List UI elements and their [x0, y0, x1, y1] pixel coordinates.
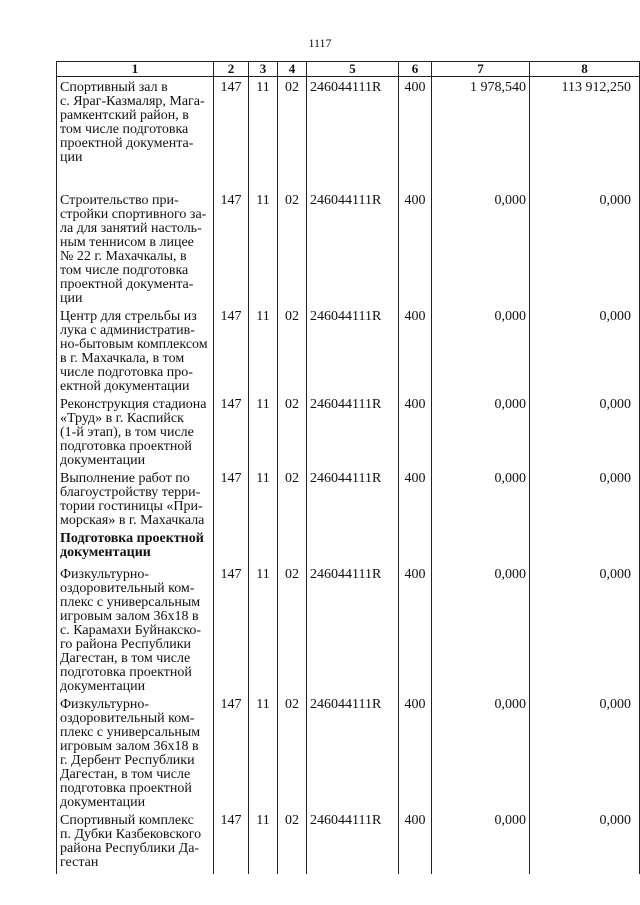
target-article-code: 246044111R	[307, 77, 399, 190]
subsection-code: 11	[249, 468, 278, 528]
section-heading-cell	[57, 528, 214, 564]
object-name-line: ла для занятий настоль-	[60, 220, 202, 236]
amount-column-7: 0,000	[432, 694, 530, 810]
object-name-line: Спортивный комплекс	[60, 812, 194, 828]
target-article-code: 246044111R	[307, 810, 399, 874]
subitem-code: 02	[278, 77, 307, 190]
col-header-7: 7	[432, 62, 530, 77]
section-code: 147	[214, 468, 249, 528]
expense-type-code	[399, 528, 432, 564]
object-name-line: с. Карамахи Буйнакско-	[60, 622, 202, 638]
object-name-line: документации	[60, 794, 146, 810]
col-header-5: 5	[307, 62, 399, 77]
section-code: 147	[214, 564, 249, 694]
table-row	[57, 694, 640, 810]
target-article-code: 246044111R	[307, 306, 399, 394]
object-name-line: района Республики Да-	[60, 840, 200, 856]
section-code: 147	[214, 394, 249, 468]
object-name-line: Физкультурно-	[60, 696, 149, 712]
table-row	[57, 528, 640, 564]
object-name-cell	[57, 564, 214, 694]
subitem-code: 02	[278, 564, 307, 694]
expense-type-code: 400	[399, 564, 432, 694]
object-name-cell	[57, 190, 214, 306]
object-name-line: Подготовка проектной	[60, 530, 204, 546]
section-code	[214, 528, 249, 564]
section-code: 147	[214, 77, 249, 190]
amount-column-7	[432, 528, 530, 564]
subsection-code: 11	[249, 564, 278, 694]
object-name-line: документации	[60, 452, 146, 468]
object-name-line: подготовка проектной	[60, 664, 192, 680]
object-name-line: плекс с универсальным	[60, 724, 201, 740]
subsection-code: 11	[249, 190, 278, 306]
subitem-code: 02	[278, 394, 307, 468]
object-name-line: ции	[60, 150, 83, 165]
expense-type-code: 400	[399, 810, 432, 874]
object-name-line: стройки спортивного за-	[60, 206, 207, 222]
amount-column-7: 0,000	[432, 564, 530, 694]
object-name-line: Строительство при-	[60, 192, 179, 208]
target-article-code: 246044111R	[307, 394, 399, 468]
object-name-cell	[57, 694, 214, 810]
amount-column-7: 0,000	[432, 810, 530, 874]
object-name-line: проектной документа-	[60, 276, 194, 292]
object-name-line: но-бытовым комплексом	[60, 336, 208, 352]
object-name-cell	[57, 468, 214, 528]
table-row	[57, 564, 640, 694]
object-name-line: го района Республики	[60, 636, 192, 652]
col-header-8: 8	[530, 62, 640, 77]
object-name-line: в г. Махачкала, в том	[60, 350, 185, 366]
object-name-line: подготовка проектной	[60, 780, 192, 796]
col-header-2: 2	[214, 62, 249, 77]
object-name-line: том числе подготовка	[60, 122, 189, 137]
column-number-header-row	[57, 62, 640, 77]
target-article-code: 246044111R	[307, 468, 399, 528]
amount-column-8: 0,000	[530, 306, 640, 394]
object-name-line: документации	[60, 678, 146, 694]
subitem-code: 02	[278, 190, 307, 306]
table-row	[57, 190, 640, 306]
col-header-4: 4	[278, 62, 307, 77]
subitem-code	[278, 528, 307, 564]
subitem-code: 02	[278, 306, 307, 394]
amount-column-8: 0,000	[530, 468, 640, 528]
object-name-line: п. Дубки Казбековского	[60, 826, 202, 842]
subsection-code: 11	[249, 306, 278, 394]
amount-column-7: 1 978,540	[432, 77, 530, 190]
subsection-code: 11	[249, 394, 278, 468]
object-name-line: том числе подготовка	[60, 262, 189, 278]
object-name-line: проектной документа-	[60, 136, 194, 151]
amount-column-8: 0,000	[530, 394, 640, 468]
amount-column-8: 0,000	[530, 694, 640, 810]
section-code: 147	[214, 694, 249, 810]
object-name-line: № 22 г. Махачкалы, в	[60, 248, 187, 264]
object-name-line: г. Дербент Республики	[60, 752, 195, 768]
col-header-6: 6	[399, 62, 432, 77]
object-name-line: оздоровительный ком-	[60, 710, 195, 726]
object-name-line: лука с административ-	[60, 322, 195, 338]
budget-table	[56, 61, 640, 874]
object-name-line: числе подготовка про-	[60, 364, 193, 380]
target-article-code: 246044111R	[307, 564, 399, 694]
object-name-line: Дагестан, в том числе	[60, 650, 191, 666]
table-row	[57, 810, 640, 874]
subitem-code: 02	[278, 810, 307, 874]
object-name-line: ции	[60, 290, 83, 306]
col-header-3: 3	[249, 62, 278, 77]
object-name-line: с. Яраг-Казмаляр, Мага-	[60, 94, 205, 109]
object-name-line: Дагестан, в том числе	[60, 766, 191, 782]
amount-column-7: 0,000	[432, 190, 530, 306]
amount-column-7: 0,000	[432, 468, 530, 528]
amount-column-8	[530, 528, 640, 564]
table-row	[57, 77, 640, 190]
section-code: 147	[214, 190, 249, 306]
table-row	[57, 468, 640, 528]
amount-column-8: 0,000	[530, 810, 640, 874]
object-name-line: благоустройству терри-	[60, 484, 201, 500]
object-name-line: документации	[60, 544, 151, 560]
object-name-line: игровым залом 36х18 в	[60, 738, 199, 754]
object-name-cell	[57, 394, 214, 468]
expense-type-code: 400	[399, 468, 432, 528]
subitem-code: 02	[278, 694, 307, 810]
expense-type-code: 400	[399, 306, 432, 394]
object-name-line: ектной документации	[60, 378, 190, 394]
col-header-1: 1	[57, 62, 214, 77]
object-name-line: рамкентский район, в	[60, 108, 189, 123]
object-name-line: Реконструкция стадиона	[60, 396, 207, 412]
table-row	[57, 394, 640, 468]
object-name-line: Выполнение работ по	[60, 470, 190, 486]
section-code: 147	[214, 810, 249, 874]
section-code: 147	[214, 306, 249, 394]
object-name-cell	[57, 306, 214, 394]
object-name-cell	[57, 77, 214, 190]
object-name-line: (1-й этап), в том числе	[60, 424, 194, 440]
amount-column-8: 113 912,250	[530, 77, 640, 190]
expense-type-code: 400	[399, 694, 432, 810]
subitem-code: 02	[278, 468, 307, 528]
amount-column-8: 0,000	[530, 564, 640, 694]
object-name-line: тории гостиницы «При-	[60, 498, 203, 514]
object-name-line: «Труд» в г. Каспийск	[60, 410, 184, 426]
object-name-cell	[57, 810, 214, 874]
table-row	[57, 306, 640, 394]
object-name-line: плекс с универсальным	[60, 594, 201, 610]
expense-type-code: 400	[399, 394, 432, 468]
object-name-line: подготовка проектной	[60, 438, 192, 454]
target-article-code	[307, 528, 399, 564]
subsection-code: 11	[249, 77, 278, 190]
object-name-line: игровым залом 36х18 в	[60, 608, 199, 624]
subsection-code: 11	[249, 810, 278, 874]
amount-column-7: 0,000	[432, 306, 530, 394]
subsection-code	[249, 528, 278, 564]
expense-type-code: 400	[399, 190, 432, 306]
target-article-code: 246044111R	[307, 190, 399, 306]
object-name-line: оздоровительный ком-	[60, 580, 195, 596]
page-number: 1117	[308, 36, 332, 50]
object-name-line: морская» в г. Махачкала	[60, 512, 205, 528]
object-name-line: Спортивный зал в	[60, 80, 168, 95]
expense-type-code: 400	[399, 77, 432, 190]
object-name-line: гестан	[60, 854, 99, 870]
target-article-code: 246044111R	[307, 694, 399, 810]
object-name-line: ным теннисом в лицее	[60, 234, 194, 250]
amount-column-8: 0,000	[530, 190, 640, 306]
amount-column-7: 0,000	[432, 394, 530, 468]
subsection-code: 11	[249, 694, 278, 810]
object-name-line: Физкультурно-	[60, 566, 149, 582]
object-name-line: Центр для стрельбы из	[60, 308, 197, 324]
